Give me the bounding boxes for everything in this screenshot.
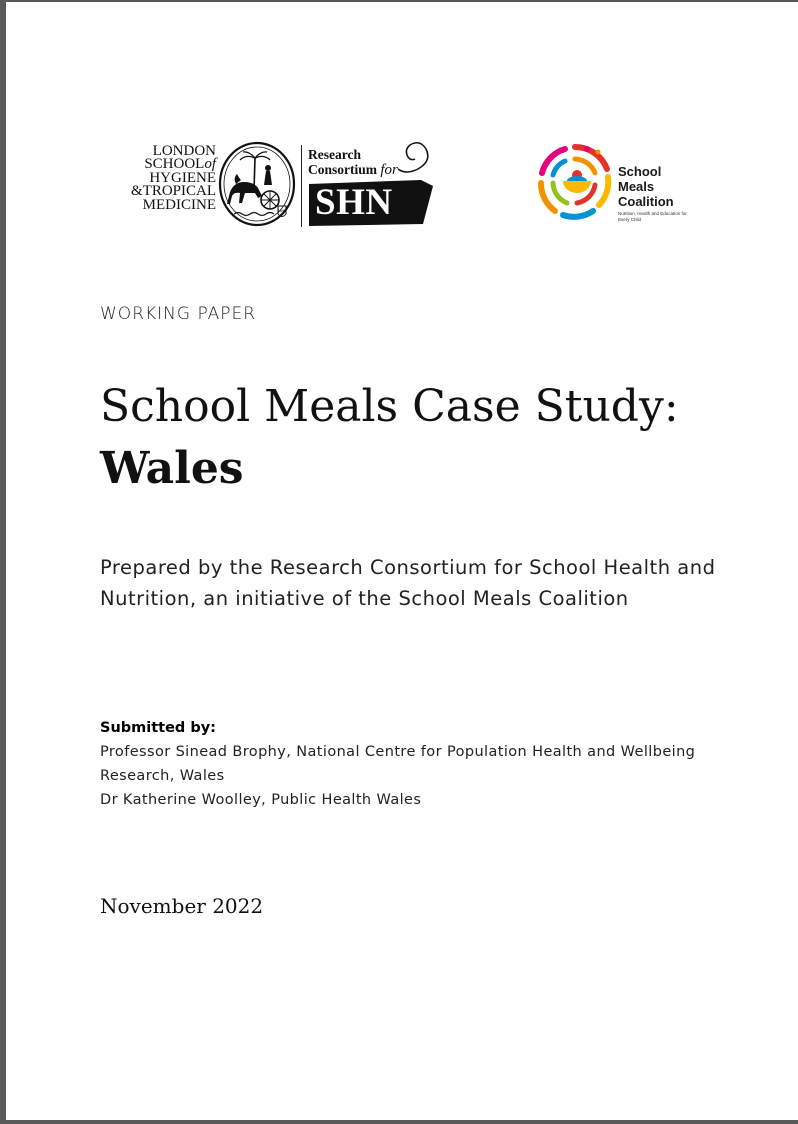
logo-header [6, 2, 798, 262]
shn-swirl-icon [394, 139, 434, 175]
document-date: November 2022 [100, 894, 264, 918]
smc-tagline: Nutrition, Health and Education for Every Child [618, 211, 687, 222]
title-line-2: Wales [100, 443, 244, 494]
smc-logo-icon [533, 139, 617, 225]
lshtm-logo-text: LONDON SCHOOLof HYGIENE &TROPICAL MEDICINE [130, 143, 216, 213]
shn-logo-text: Research Consortium for [308, 147, 398, 178]
title-line-1: School Meals Case Study: [100, 381, 679, 432]
lshtm-seal-icon [216, 140, 298, 228]
document-subtitle: Prepared by the Research Consortium for School Health and Nutrition, an initiative of the School Meals Coalition [100, 556, 716, 610]
document-page [6, 2, 798, 1120]
shn-acronym: SHN [315, 182, 393, 223]
submitted-label: Submitted by: [100, 720, 216, 736]
author-entry: Dr Katherine Woolley, Public Health Wales [100, 792, 422, 808]
svg-text:1899: 1899 [277, 208, 287, 213]
submitted-section [100, 716, 740, 812]
logo-divider [301, 145, 302, 227]
document-title [100, 376, 760, 500]
smc-logo-text: School Meals Coalition [618, 164, 674, 209]
author-entry: Professor Sinead Brophy, National Centre for Population Health and Wellbeing Research, Wales [100, 744, 696, 784]
document-kicker: WORKING PAPER [100, 304, 257, 324]
